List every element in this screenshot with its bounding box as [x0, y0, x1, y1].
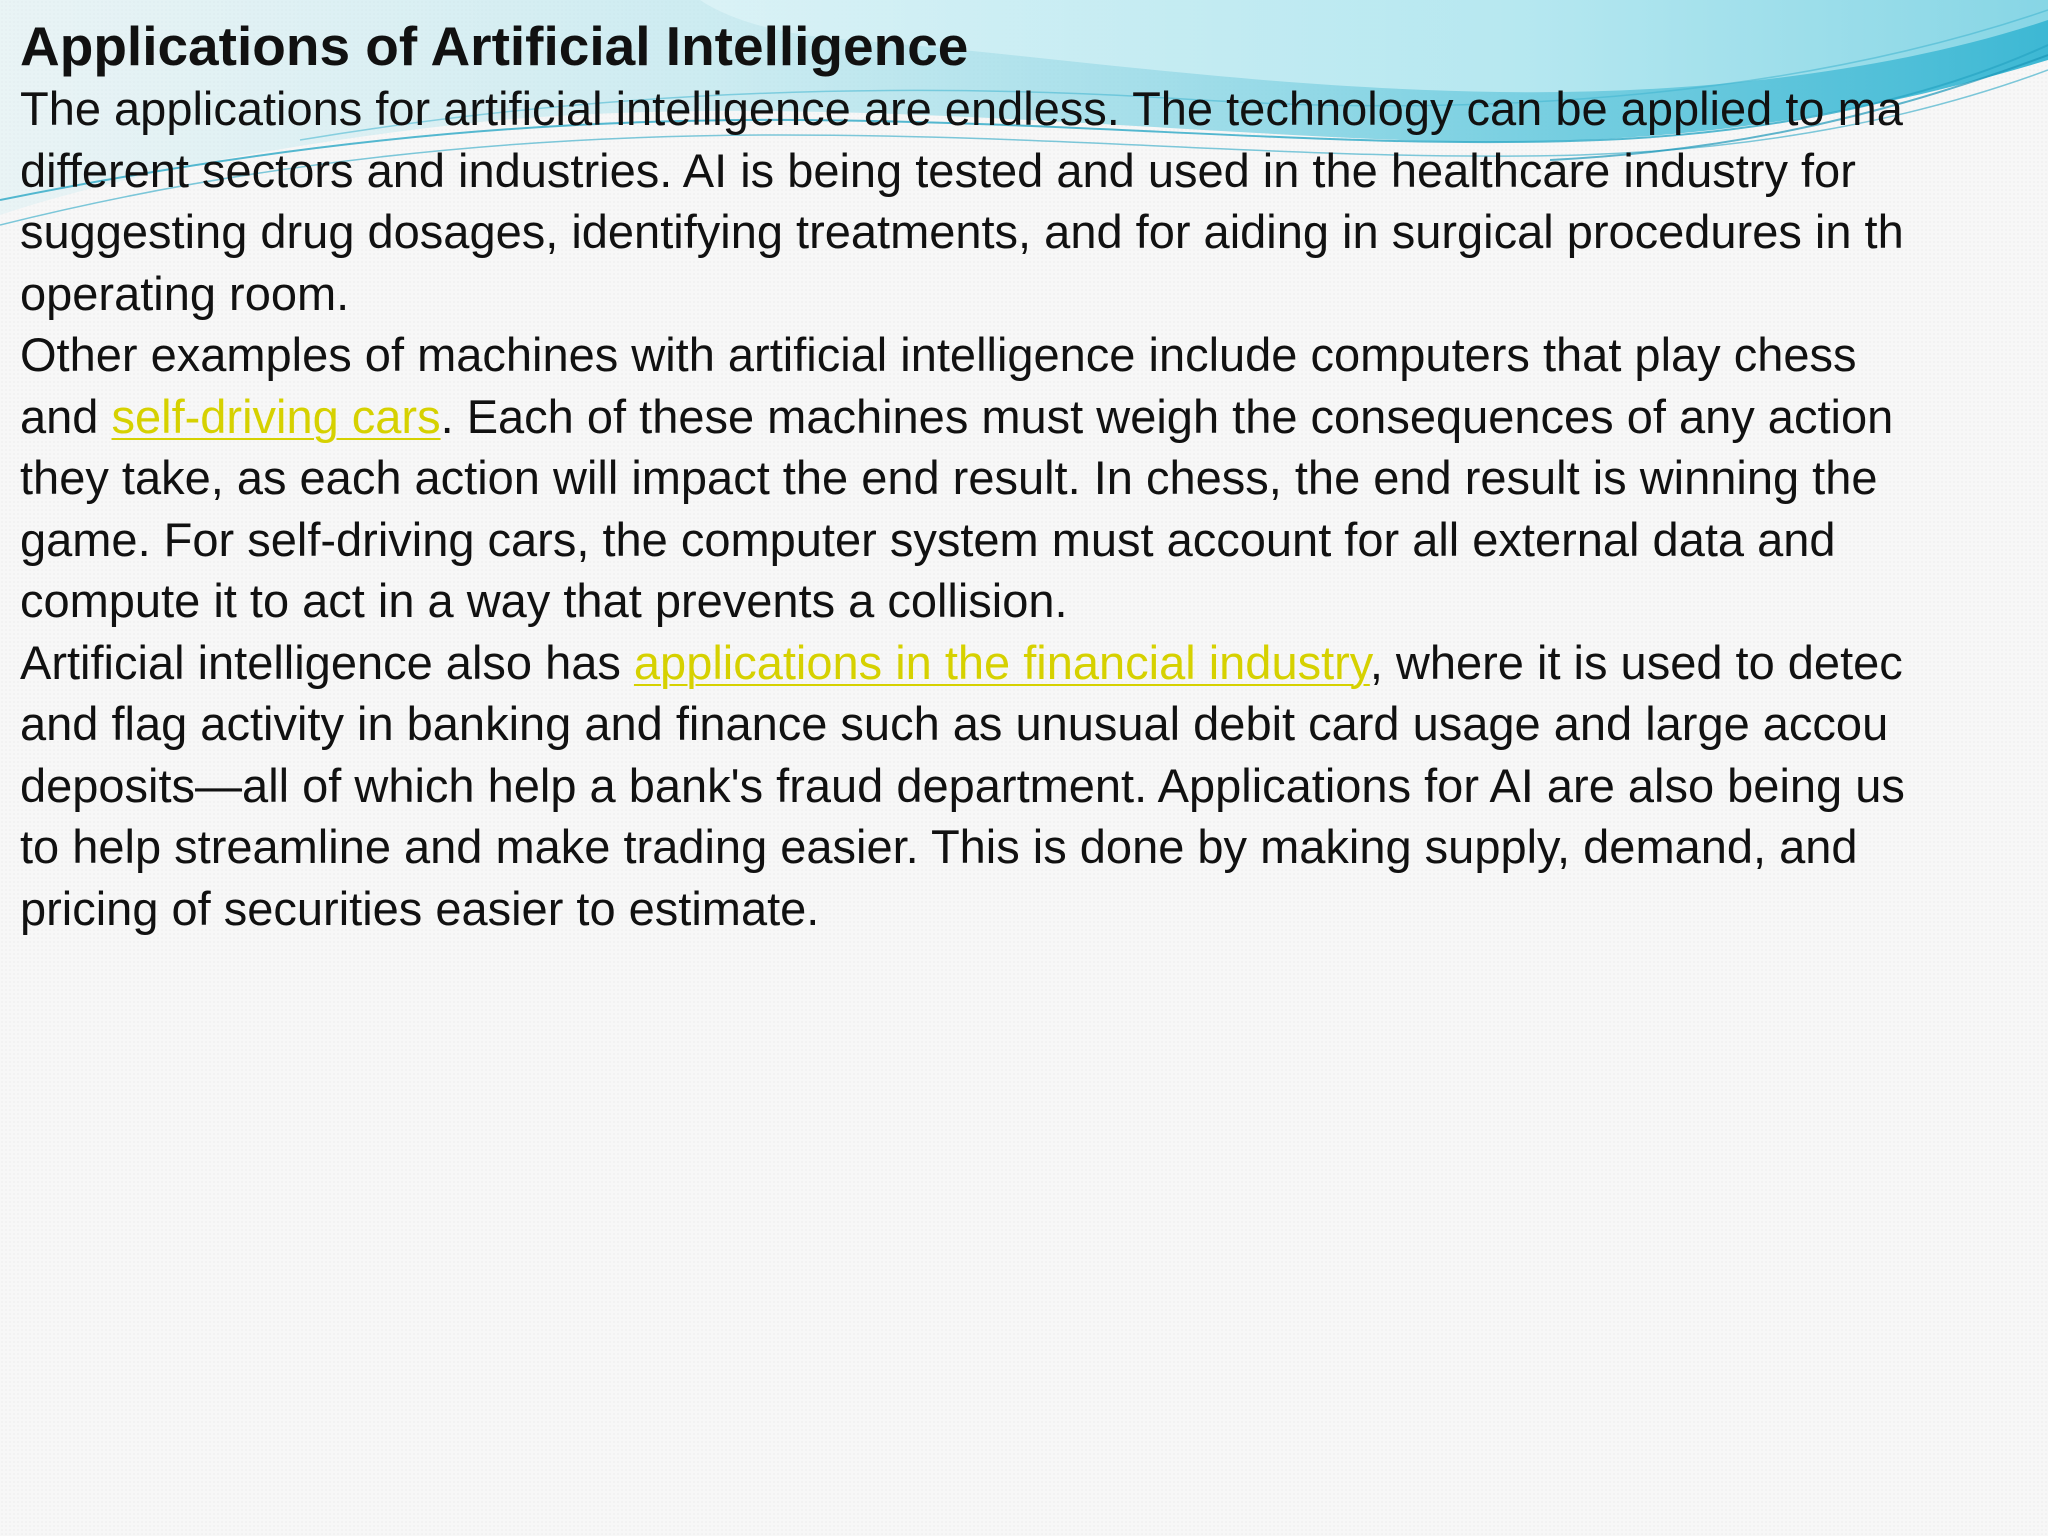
slide-title: Applications of Artificial Intelligence [20, 15, 969, 77]
self-driving-cars-link[interactable]: self-driving cars [111, 389, 441, 443]
financial-industry-link[interactable]: applications in the financial industry [633, 635, 1370, 689]
text-line: and flag activity in banking and finance such as unusual debit card usage and large accou [20, 697, 1889, 750]
paragraph-machines [20, 324, 2048, 632]
paragraph-healthcare [20, 78, 2048, 324]
text-line: The applications for artificial intelligence are endless. The technology can be applied to ma [20, 82, 1903, 135]
text-line: Other examples of machines with artificial intelligence include computers that play chess [20, 328, 1857, 381]
text-line [20, 386, 2048, 448]
text-segment: Artificial intelligence also has [20, 635, 634, 689]
text-line: different sectors and industries. AI is being tested and used in the healthcare industry for [20, 143, 1856, 197]
text-line [20, 632, 2048, 694]
text-line: game. For self-driving cars, the computer system must account for all external data and [20, 512, 1836, 566]
text-line: pricing of securities easier to estimate. [20, 881, 820, 935]
text-segment: , where it is used to detec [1369, 635, 1903, 689]
text-line: they take, as each action will impact the end result. In chess, the end result is winning the [20, 451, 1878, 504]
text-segment: . Each of these machines must weigh the consequences of any action [440, 389, 1894, 443]
text-line: to help streamline and make trading easier. This is done by making supply, demand, and [20, 820, 1858, 873]
text-line: suggesting drug dosages, identifying treatments, and for aiding in surgical procedures in th [20, 205, 1904, 258]
text-segment: and [20, 389, 112, 443]
text-line: operating room. [20, 266, 350, 320]
text-line: compute it to act in a way that prevents a collision. [20, 574, 1068, 627]
paragraph-financial [20, 632, 2048, 940]
slide-content [20, 14, 2048, 939]
text-line: deposits—all of which help a bank's fraud department. Applications for AI are also being us [20, 758, 1905, 812]
